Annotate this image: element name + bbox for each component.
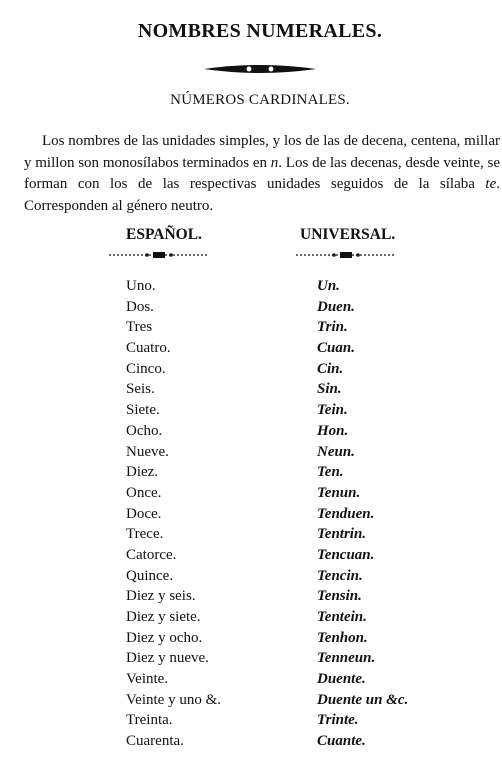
intro-italic-te: te bbox=[485, 176, 497, 192]
universal-number: Duente. bbox=[317, 671, 366, 688]
universal-number: Trin. bbox=[317, 319, 348, 336]
spanish-number: Cuarenta. bbox=[126, 733, 184, 750]
universal-number: Tenhon. bbox=[317, 629, 368, 646]
spanish-number: Quince. bbox=[126, 567, 174, 584]
universal-number: Un. bbox=[317, 278, 340, 294]
column-header-spanish: ESPAÑOL. bbox=[126, 226, 202, 243]
universal-number: Neun. bbox=[317, 443, 355, 460]
spanish-number: Seis. bbox=[126, 381, 155, 398]
universal-number: Cuan. bbox=[317, 340, 355, 357]
spanish-column bbox=[126, 276, 286, 752]
universal-number: Duente un &c. bbox=[317, 691, 409, 708]
spanish-number: Doce. bbox=[126, 505, 162, 522]
universal-number: Tentrin. bbox=[317, 526, 367, 543]
spanish-number: Cuatro. bbox=[126, 340, 171, 357]
universal-number: Duen. bbox=[317, 298, 355, 315]
spanish-number: Diez y seis. bbox=[126, 588, 196, 605]
spanish-number: Ocho. bbox=[126, 422, 163, 439]
universal-number: Tencin. bbox=[317, 567, 363, 584]
column-header-universal: UNIVERSAL. bbox=[300, 226, 396, 243]
universal-number: Tensin. bbox=[317, 588, 362, 605]
spanish-number: Veinte. bbox=[126, 671, 169, 688]
universal-number: Cuante. bbox=[317, 733, 366, 750]
universal-number: Tenneun. bbox=[317, 650, 376, 667]
spanish-number: Nueve. bbox=[126, 443, 169, 460]
universal-number: Tentein. bbox=[317, 609, 367, 625]
universal-number: Ten. bbox=[317, 464, 344, 481]
intro-text-2: . Los de las decenas, desde veinte, se forman con los de las respectivas unidades seguidos de la sílaba bbox=[24, 154, 501, 192]
intro-italic-n: n bbox=[270, 154, 279, 171]
universal-number: Tenun. bbox=[317, 484, 361, 501]
universal-header-ornament-icon bbox=[296, 251, 396, 259]
spanish-number: Tres bbox=[126, 319, 153, 336]
intro-paragraph bbox=[24, 131, 500, 217]
spanish-number: Uno. bbox=[126, 278, 156, 294]
universal-column bbox=[317, 276, 477, 752]
universal-number: Cin. bbox=[317, 360, 344, 377]
spanish-number: Trece. bbox=[126, 526, 164, 543]
universal-number: Tein. bbox=[317, 402, 348, 419]
universal-number: Trinte. bbox=[317, 712, 359, 729]
spanish-number: Siete. bbox=[126, 402, 160, 419]
universal-number: Tencuan. bbox=[317, 546, 375, 563]
spanish-number: Once. bbox=[126, 484, 162, 501]
spanish-number: Catorce. bbox=[126, 546, 177, 563]
spanish-number: Diez y nueve. bbox=[126, 650, 209, 667]
universal-number: Tenduen. bbox=[317, 505, 375, 522]
intro-text-1: Los nombres de las unidades simples, y los de las de decena, centena, millar y millon son monosílabos terminados en bbox=[24, 133, 500, 171]
spanish-number: Diez y siete. bbox=[126, 609, 201, 625]
spanish-number: Diez y ocho. bbox=[126, 629, 203, 646]
spanish-number: Treinta. bbox=[126, 712, 173, 729]
universal-number: Hon. bbox=[317, 422, 349, 439]
spanish-number: Veinte y uno &. bbox=[126, 691, 221, 708]
intro-text-3: . Corresponden al género neutro. bbox=[24, 176, 500, 214]
spanish-number: Diez. bbox=[126, 464, 159, 481]
section-subtitle: NÚMEROS CARDINALES. bbox=[170, 92, 350, 108]
title-ornament-icon bbox=[202, 62, 318, 76]
spanish-header-ornament-icon bbox=[109, 251, 209, 259]
universal-number: Sin. bbox=[317, 381, 342, 398]
page-title: NOMBRES NUMERALES. bbox=[137, 20, 383, 42]
spanish-number: Cinco. bbox=[126, 360, 166, 377]
spanish-number: Dos. bbox=[126, 298, 154, 315]
